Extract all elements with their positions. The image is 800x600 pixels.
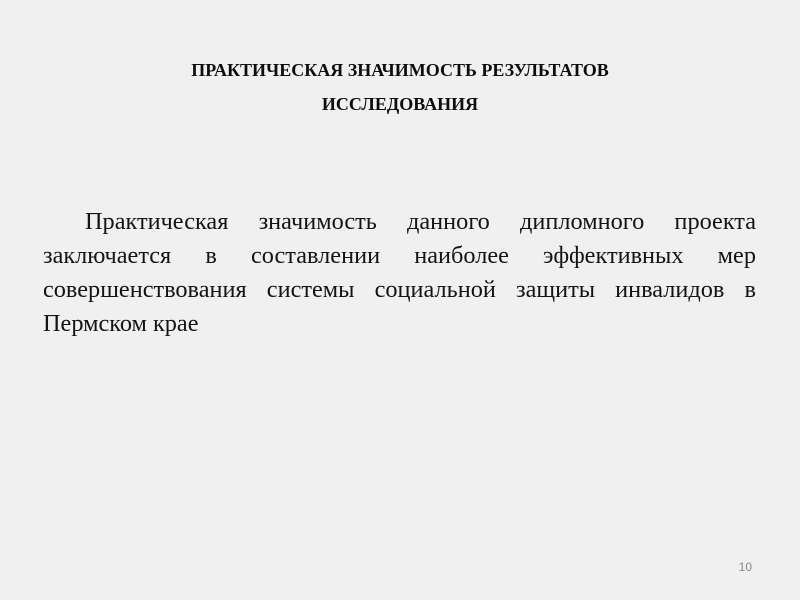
page-number: 10 (738, 560, 752, 574)
slide-title-line-2: ИССЛЕДОВАНИЯ (321, 94, 479, 114)
slide-title (40, 53, 760, 121)
slide-title-line-1: ПРАКТИЧЕСКАЯ ЗНАЧИМОСТЬ РЕЗУЛЬТАТОВ (191, 60, 609, 80)
slide-body-text: Практическая значимость данного дипломного проекта заключается в составлении наиболее эффективных мер совершенствования системы социальной защиты инвалидов в Пермском крае (43, 208, 756, 337)
